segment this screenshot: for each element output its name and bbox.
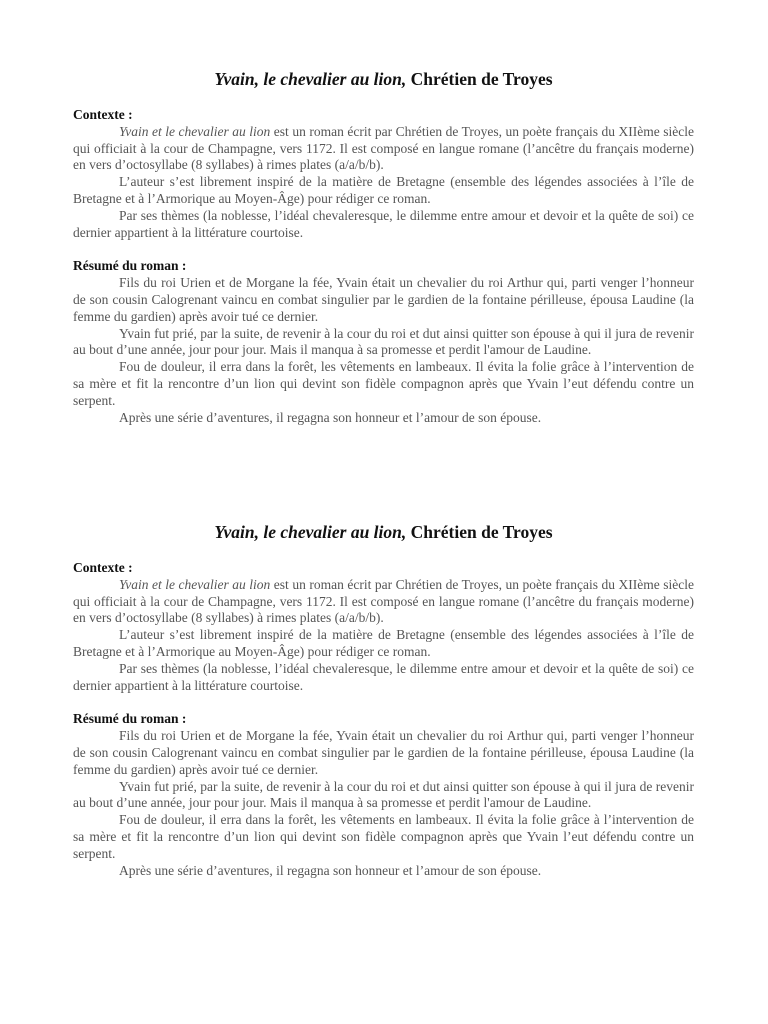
document-title xyxy=(73,68,694,90)
title-italic-part: Yvain, le chevalier au lion, xyxy=(214,522,407,542)
contexte-paragraph-3: Par ses thèmes (la noblesse, l’idéal chevaleresque, le dilemme entre amour et devoir et la quête de soi) ce dernier appartient à la littérature courtoise. xyxy=(73,207,694,240)
contexte-paragraph-2: L’auteur s’est librement inspiré de la matière de Bretagne (ensemble des légendes associées à l’île de Bretagne et à l’Armorique au Moyen-Âge) pour rédiger ce roman. xyxy=(73,174,694,206)
resume-paragraph-3: Fou de douleur, il erra dans la forêt, les vêtements en lambeaux. Il évita la folie grâce à l’intervention de sa mère et fit la rencontre d’un lion qui devint son fidèle compagnon après que Yvain l’eut défendu contre un serpent. xyxy=(73,359,694,408)
book-title-italic: Yvain et le chevalier au lion xyxy=(119,123,271,139)
title-author: Chrétien de Troyes xyxy=(406,522,553,542)
resume-paragraph-2: Yvain fut prié, par la suite, de revenir à la cour du roi et dut ainsi quitter son épouse à qui il jura de revenir au bout d’une année, jour pour jour. Mais il manqua à sa promesse et perdit l'amour de Laudine. xyxy=(73,778,694,811)
contexte-paragraph-3: Par ses thèmes (la noblesse, l’idéal chevaleresque, le dilemme entre amour et devoir et la quête de soi) ce dernier appartient à la littérature courtoise. xyxy=(73,660,694,693)
resume-paragraph-1: Fils du roi Urien et de Morgane la fée, Yvain était un chevalier du roi Arthur qui, parti venger l’honneur de son cousin Calogrenant vaincu en combat singulier par le gardien de la fontaine périlleuse, épousa Laudine (la femme du gardien) après avoir tué ce dernier. xyxy=(73,728,694,777)
resume-paragraph-4: Après une série d’aventures, il regagna son honneur et l’amour de son épouse. xyxy=(119,862,542,878)
title-author: Chrétien de Troyes xyxy=(406,69,553,89)
contexte-paragraph-1: Yvain et le chevalier au lion est un roman écrit par Chrétien de Troyes, un poète français du XIIème siècle qui officiait à la cour de Champagne, vers 1172. Il est composé en langue romane (l’ancêtre du français moderne) en vers d’octosyllabe (8 syllabes) à rimes plates (a/a/b/b). xyxy=(73,123,694,173)
resume-heading: Résumé du roman : xyxy=(73,258,187,274)
resume-paragraph-2: Yvain fut prié, par la suite, de revenir à la cour du roi et dut ainsi quitter son épouse à qui il jura de revenir au bout d’une année, jour pour jour. Mais il manqua à sa promesse et perdit l'amour de Laudine. xyxy=(73,325,694,358)
resume-heading: Résumé du roman : xyxy=(73,711,187,727)
contexte-heading: Contexte : xyxy=(73,560,133,575)
contexte-paragraph-1: Yvain et le chevalier au lion est un roman écrit par Chrétien de Troyes, un poète français du XIIème siècle qui officiait à la cour de Champagne, vers 1172. Il est composé en langue romane (l’ancêtre du français moderne) en vers d’octosyllabe (8 syllabes) à rimes plates (a/a/b/b). xyxy=(73,576,694,626)
contexte-heading: Contexte : xyxy=(73,107,133,122)
resume-paragraph-1: Fils du roi Urien et de Morgane la fée, Yvain était un chevalier du roi Arthur qui, parti venger l’honneur de son cousin Calogrenant vaincu en combat singulier par le gardien de la fontaine périlleuse, épousa Laudine (la femme du gardien) après avoir tué ce dernier. xyxy=(73,275,694,324)
book-title-italic: Yvain et le chevalier au lion xyxy=(119,576,271,592)
resume-paragraph-3: Fou de douleur, il erra dans la forêt, les vêtements en lambeaux. Il évita la folie grâce à l’intervention de sa mère et fit la rencontre d’un lion qui devint son fidèle compagnon après que Yvain l’eut défendu contre un serpent. xyxy=(73,812,694,861)
text-block-2 xyxy=(73,521,694,879)
title-italic-part: Yvain, le chevalier au lion, xyxy=(214,69,407,89)
contexte-paragraph-2: L’auteur s’est librement inspiré de la matière de Bretagne (ensemble des légendes associées à l’île de Bretagne et à l’Armorique au Moyen-Âge) pour rédiger ce roman. xyxy=(73,627,694,659)
document-title xyxy=(73,521,694,543)
resume-paragraph-4: Après une série d’aventures, il regagna son honneur et l’amour de son épouse. xyxy=(119,409,542,425)
text-block-1 xyxy=(73,68,694,426)
